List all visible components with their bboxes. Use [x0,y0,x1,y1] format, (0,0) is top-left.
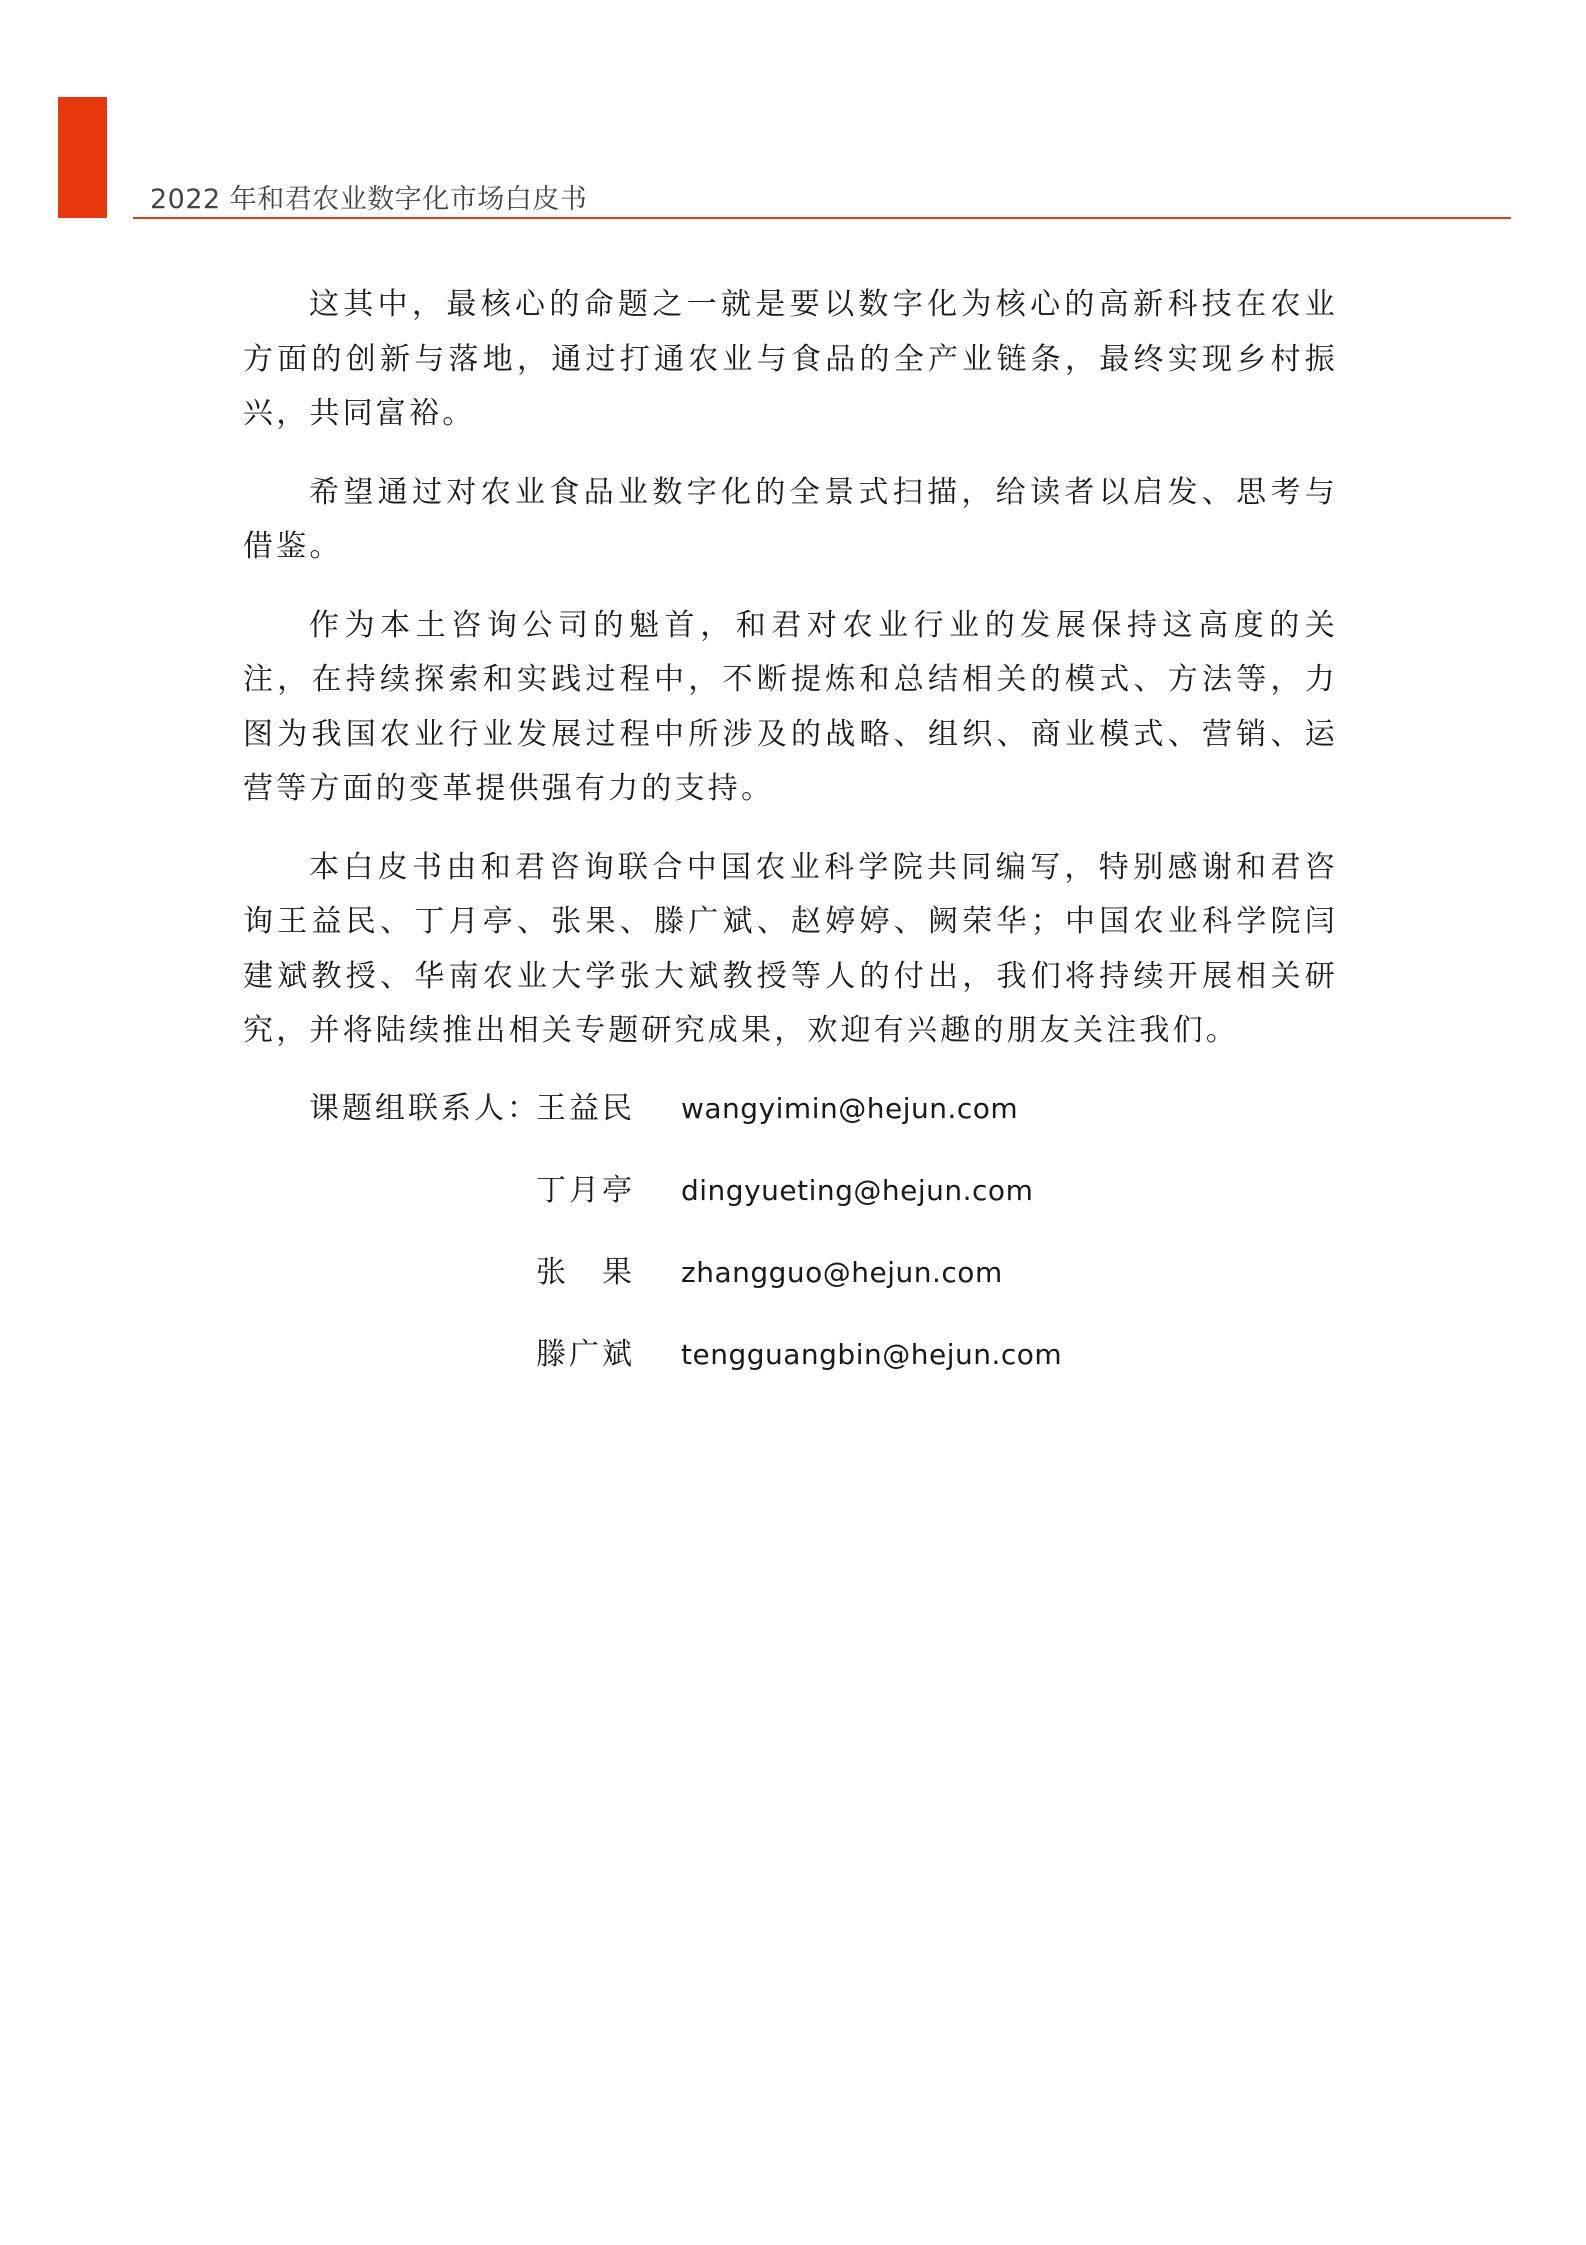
contact-row [243,1329,1338,1411]
contact-name: 王益民 [536,1090,635,1126]
contact-row [243,1083,1338,1165]
paragraph-3: 作为本土咨询公司的魁首，和君对农业行业的发展保持这高度的关注，在持续探索和实践过程中，不断提炼和总结相关的模式、方法等，力图为我国农业行业发展过程中所涉及的战略、组织、商业模式、营销、运营等方面的变革提供强有力的支持。 [243,607,1338,806]
contact-email: dingyueting@hejun.com [681,1173,1034,1207]
paragraph-1: 这其中，最核心的命题之一就是要以数字化为核心的高新科技在农业方面的创新与落地，通过打通农业与食品的全产业链条，最终实现乡村振兴，共同富裕。 [243,287,1338,431]
paragraph-4: 本白皮书由和君咨询联合中国农业科学院共同编写，特别感谢和君咨询王益民、丁月亭、张果、滕广斌、赵婷婷、阙荣华；中国农业科学院闫建斌教授、华南农业大学张大斌教授等人的付出，我们将持续开展相关研究，并将陆续推出相关专题研究成果，欢迎有兴趣的朋友关注我们。 [243,849,1338,1048]
contact-name: 丁月亭 [536,1172,635,1208]
page-header-title: 2022 年和君农业数字化市场白皮书 [150,184,588,215]
contact-label: 课题组联系人： [309,1090,540,1126]
paragraph-2: 希望通过对农业食品业数字化的全景式扫描，给读者以启发、思考与借鉴。 [243,474,1338,564]
header-accent-bar [58,97,107,218]
contact-name: 张 果 [536,1254,635,1290]
contact-email: tengguangbin@hejun.com [681,1337,1063,1371]
contact-row [243,1165,1338,1247]
body-content [243,278,1338,1411]
contact-email: wangyimin@hejun.com [681,1091,1019,1125]
contact-list [243,1083,1338,1411]
contact-email: zhangguo@hejun.com [681,1255,1003,1289]
contact-name: 滕广斌 [536,1336,635,1372]
contact-row [243,1247,1338,1329]
header-divider [133,217,1511,219]
